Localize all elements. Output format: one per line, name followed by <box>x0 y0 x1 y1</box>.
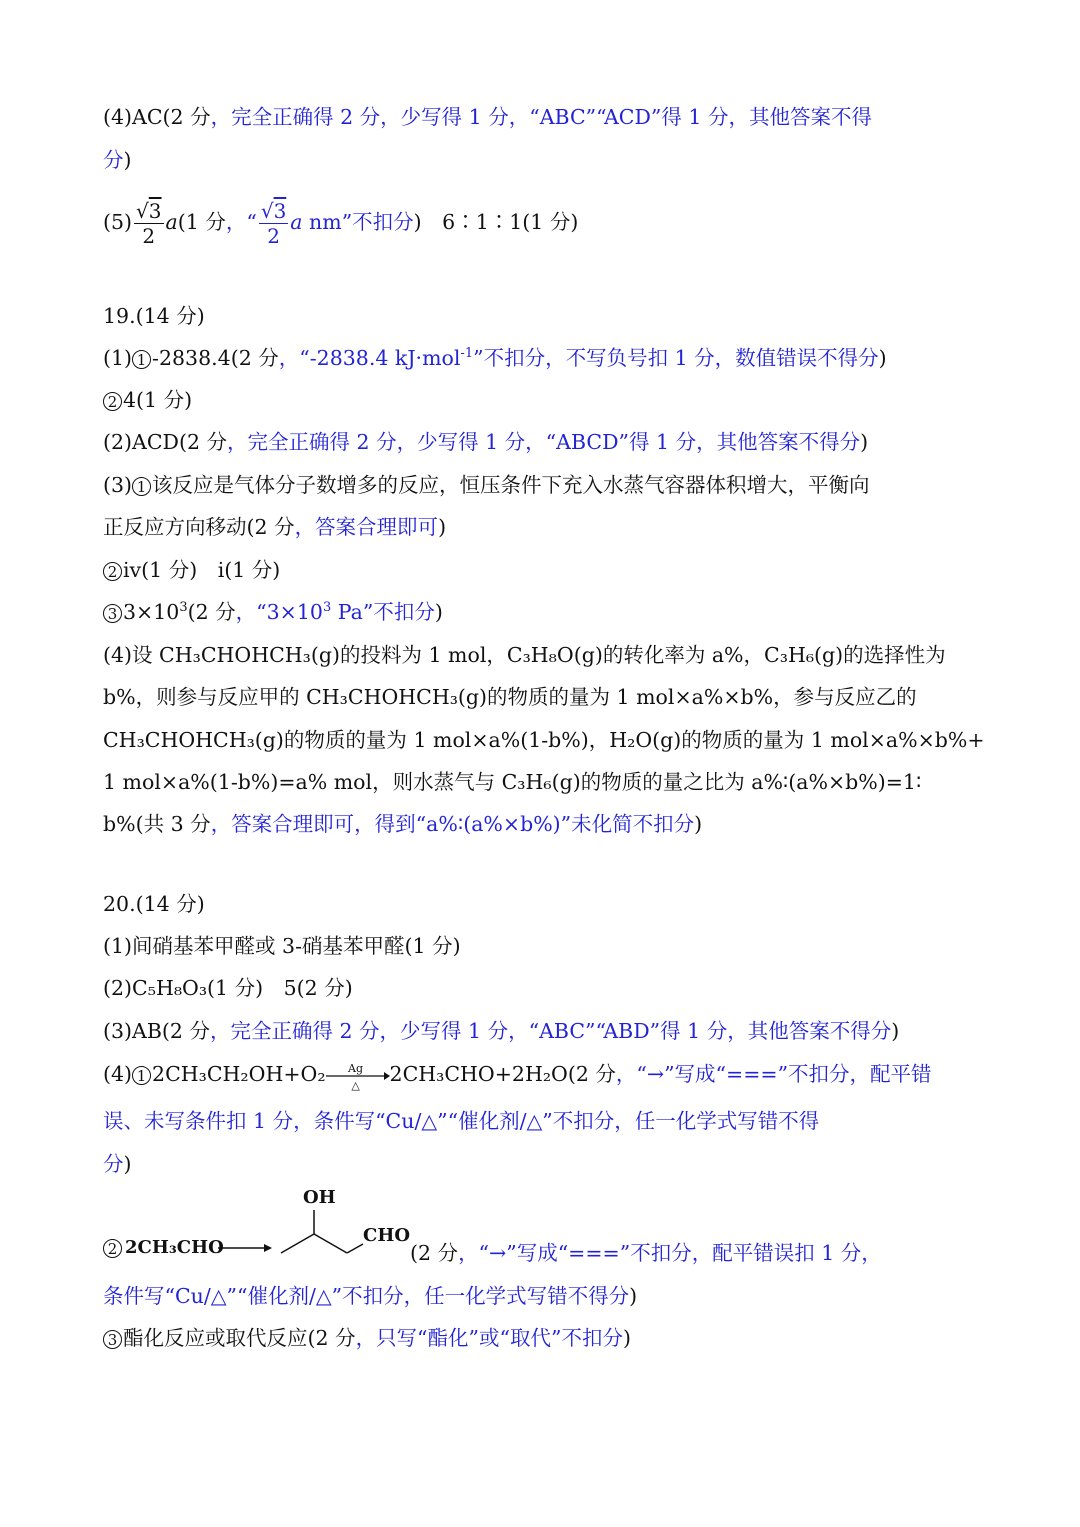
q19-l5-text: 正反应方向移动(2 分 <box>103 515 295 539</box>
circled-number-icon: 1 <box>132 1066 151 1085</box>
q18-p5-note-sqrt3: 3 <box>273 199 287 223</box>
q19-l5 <box>103 512 446 542</box>
q20-l3-close: ) <box>891 1019 900 1043</box>
q19-l5-note: ，答案合理即可 <box>294 515 439 539</box>
q19-l5-close: ) <box>438 515 447 539</box>
q18-p5-note-a: ，“ <box>225 210 257 234</box>
q19-l1 <box>103 343 887 373</box>
q19-l2 <box>103 385 192 415</box>
q19-l12-close: ) <box>694 812 703 836</box>
q20-l4-lhs: 2CH₃CH₂OH+O₂ <box>152 1062 326 1086</box>
q20-title: 20.(14 分) <box>103 892 205 916</box>
circled-number-icon: 2 <box>103 1239 122 1258</box>
q20-l3-note: ，完全正确得 2 分，少写得 1 分，“ABC”“ABD”得 1 分，其他答案不得分 <box>209 1019 892 1043</box>
q20-l7-reactant: 2CH₃CHO <box>125 1237 224 1258</box>
q19-l8: (4)设 CH₃CHOHCH₃(g)的投料为 1 mol，C₃H₈O(g)的转化率为 a%，C₃H₆(g)的选择性为 <box>103 643 946 667</box>
q20-l5-note: 误、未写条件扣 1 分，条件写“Cu/△”“催化剂/△”不扣分，任一化学式写错不得 <box>103 1109 820 1133</box>
q20-l8-note: 条件写“Cu/△”“催化剂/△”不扣分，任一化学式写错不得分 <box>103 1284 630 1308</box>
q19-title: 19.(14 分) <box>103 304 205 328</box>
q18-p4-note: ，完全正确得 2 分，少写得 1 分，“ABC”“ACD”得 1 分，其他答案不得 <box>210 105 872 129</box>
q18-p5-a: a <box>165 210 178 234</box>
q20-l6 <box>103 1149 132 1179</box>
q20-l2: (2)C₅H₈O₃(1 分) 5(2 分) <box>103 976 353 1000</box>
q20-l3 <box>103 1016 899 1046</box>
q19-l7-note-a: ，“3×10 <box>235 600 323 624</box>
q19-l7-note-sup: 3 <box>322 600 332 616</box>
q18-p5-note-b: nm”不扣分 <box>302 210 414 234</box>
q20-l9-close: ) <box>622 1326 631 1350</box>
reaction-arrow-icon <box>218 1244 272 1252</box>
q19-l4-text: 该反应是气体分子数增多的反应，恒压条件下充入水蒸气容器体积增大，平衡向 <box>152 473 870 497</box>
q19-l1-close: ) <box>878 346 887 370</box>
q20-l9 <box>103 1323 631 1353</box>
q19-l1-label: (1) <box>103 346 133 370</box>
q20-l1: (1)间硝基苯甲醛或 3-硝基苯甲醛(1 分) <box>103 934 461 958</box>
reaction-arrow-with-conditions <box>326 1061 390 1091</box>
q20-l5 <box>103 1106 819 1136</box>
q20-l8-close: ) <box>629 1284 638 1308</box>
q18-p5-score: (1 分 <box>177 210 226 234</box>
q18-p5-note-a-var: a <box>290 210 303 234</box>
circled-number-icon: 1 <box>132 350 151 369</box>
q18-p4-line2 <box>103 145 132 175</box>
q19-l7 <box>103 597 443 627</box>
q20-l7-note-line <box>410 1238 882 1268</box>
q20-l9-text: 酯化反应或取代反应(2 分 <box>123 1326 356 1350</box>
skeletal-bond-lines <box>281 1210 363 1253</box>
q18-p5-den: 2 <box>142 224 156 248</box>
condition-heat: △ <box>351 1078 360 1092</box>
q20-l3-answer: (3)AB(2 分 <box>103 1019 210 1043</box>
circled-number-icon: 3 <box>103 1330 122 1349</box>
q19-l9: b%，则参与反应甲的 CH₃CHOHCH₃(g)的物质的量为 1 mol×a%×b%，参与反应乙的 <box>103 685 917 709</box>
q18-p5-fraction: $\frac{√3}{2}$ <box>136 199 162 248</box>
q20-l7-score: (2 分 <box>410 1241 459 1265</box>
q20-l7-oh: OH <box>303 1187 336 1208</box>
structure-drawing <box>103 1183 433 1263</box>
q20-l6-close: ) <box>123 1152 132 1176</box>
q20-l4 <box>103 1059 932 1091</box>
q19-l3-close: ) <box>860 430 869 454</box>
q19-l2-text: 4(1 分) <box>123 388 193 412</box>
q18-p5-ratio: ) 6∶1∶1(1 分) <box>413 210 579 234</box>
q18-p5-note-fraction: $\frac{√3}{2}$ <box>260 199 287 248</box>
q18-p5-sqrt3: 3 <box>148 199 162 223</box>
q20-l9-note: ，只写“酯化”或“取代”不扣分 <box>355 1326 623 1350</box>
condition-catalyst: Ag <box>348 1061 364 1075</box>
circled-number-icon: 1 <box>132 477 151 496</box>
q19-l7-b: (2 分 <box>187 600 236 624</box>
q20-l6-note: 分 <box>103 1152 124 1176</box>
q19-l7-a: 3×10 <box>123 600 180 624</box>
q19-l6-text: ⅳ(1 分) ⅰ(1 分) <box>123 558 281 582</box>
q19-l7-close: ) <box>434 600 443 624</box>
q19-l12-text: b%(共 3 分 <box>103 812 211 836</box>
circled-number-icon: 2 <box>103 392 122 411</box>
q19-l11: 1 mol×a%(1-b%)=a% mol，则水蒸气与 C₃H₆(g)的物质的量之比为 a%∶(a%×b%)=1∶ <box>103 770 922 794</box>
q20-structure-equation <box>103 1183 433 1263</box>
q18-p5-line <box>103 198 578 248</box>
q19-l4 <box>103 470 870 500</box>
q19-l4-label: (3) <box>103 473 133 497</box>
q19-l12 <box>103 809 702 839</box>
q18-p4-answer: (4)AC(2 分 <box>103 105 211 129</box>
q19-l3 <box>103 427 868 457</box>
q19-l3-answer: (2)ACD(2 分 <box>103 430 228 454</box>
q20-l7-note: ，“→”写成“===”不扣分，配平错误扣 1 分， <box>458 1241 882 1265</box>
q20-l4-note: ，“→”写成“===”不扣分，配平错 <box>615 1062 932 1086</box>
q19-l10: CH₃CHOHCH₃(g)的物质的量为 1 mol×a%(1-b%)，H₂O(g)的物质的量为 1 mol×a%×b%+ <box>103 728 985 752</box>
q19-l1-answer: -2838.4(2 分 <box>152 346 279 370</box>
q19-l3-note: ，完全正确得 2 分，少写得 1 分，“ABCD”得 1 分，其他答案不得分 <box>227 430 861 454</box>
circled-number-icon: 2 <box>103 562 122 581</box>
q18-p5-label: (5) <box>103 210 133 234</box>
q20-l4-rhs: 2CH₃CHO+2H₂O(2 分 <box>389 1062 616 1086</box>
q19-l6 <box>103 555 280 585</box>
q18-p5-note-den: 2 <box>267 224 280 248</box>
q20-l7-cho: CHO <box>363 1225 411 1246</box>
q20-l8 <box>103 1281 637 1311</box>
q18-p4-note-cont: 分 <box>103 148 124 172</box>
circled-number-icon: 3 <box>103 604 122 623</box>
q18-p4-close: ) <box>123 148 132 172</box>
q19-l7-sup: 3 <box>179 600 188 616</box>
q18-p4-line1 <box>103 102 872 132</box>
q20-l4-label: (4) <box>103 1062 133 1086</box>
q19-l12-note: ，答案合理即可，得到“a%∶(a%×b%)”未化简不扣分 <box>210 812 695 836</box>
q19-l1-note-sup: -1 <box>460 346 474 362</box>
q19-l1-note-a: ，“-2838.4 kJ·mol <box>278 346 461 370</box>
q19-l1-note-b: ”不扣分，不写负号扣 1 分，数值错误不得分 <box>473 346 879 370</box>
q19-l7-note-b: Pa”不扣分 <box>331 600 435 624</box>
